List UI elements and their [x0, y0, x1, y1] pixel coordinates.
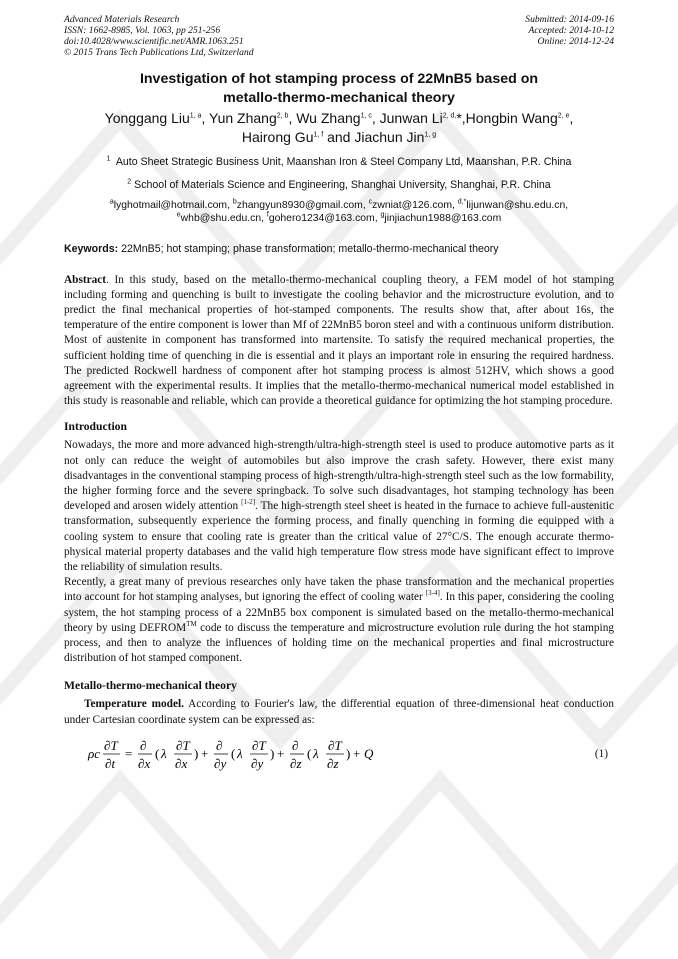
- intro-text: . The high-strength steel sheet is heated in the furnace to achieve full-austenitic transformation, subsequently experience the forming process, and finally quenching in forming die equipped with a cooling system to ensure that cooling rate is greater than the critical value of 27°C/S. The enough accurate thermo-physical material property databases and the valid high temperature flow stress mode have significant effect to improve the reliability of simulation results.: [64, 500, 614, 574]
- journal-header: [64, 14, 614, 58]
- keywords-label: Keywords:: [64, 242, 119, 255]
- eq-paren: (: [307, 745, 312, 761]
- eq-partial: ∂t: [105, 755, 116, 771]
- abstract-label: Abstract: [64, 273, 107, 286]
- eq-partial: ∂z: [290, 755, 302, 771]
- author-name: Junwan Li: [379, 110, 443, 126]
- email-sup: a: [109, 198, 114, 206]
- introduction-paragraph-1: [64, 438, 614, 575]
- journal-info: [64, 14, 254, 58]
- keywords: [64, 243, 614, 255]
- eq-partial: ∂x: [138, 755, 151, 771]
- eq-plus: +: [201, 745, 209, 761]
- eq-paren: ): [346, 745, 351, 761]
- email: zwniat@126.com,: [372, 200, 458, 211]
- eq-partial: ∂: [140, 737, 147, 753]
- copyright: © 2015 Trans Tech Publications Ltd, Switzerland: [64, 47, 254, 58]
- eq-partial: ∂x: [175, 755, 188, 771]
- author-name: Jiachun Jin: [354, 129, 425, 145]
- journal-name: Advanced Materials Research: [64, 14, 180, 25]
- eq-equals: =: [125, 745, 133, 761]
- author-line-2: [64, 128, 614, 147]
- eq-partial: ∂: [216, 737, 223, 753]
- title-line-2: metallo-thermo-mechanical theory: [223, 89, 455, 106]
- subsection-text: According to Fourier's law, the differential equation of three-dimensional heat conduction under Cartesian coordinate system can be expressed as:: [64, 698, 614, 726]
- eq-source-term: Q: [364, 745, 374, 761]
- email-line-2: [64, 213, 614, 226]
- author-sup: 1, g: [424, 131, 437, 139]
- affiliation-num: 1: [106, 155, 111, 163]
- email: jinjiachun1988@163.com: [384, 212, 502, 224]
- author-sup: 1, f: [313, 131, 324, 139]
- eq-partial: ∂T: [252, 737, 266, 753]
- eq-paren: ): [270, 745, 275, 761]
- eq-paren: (: [155, 745, 160, 761]
- keywords-text: 22MnB5; hot stamping; phase transformation; metallo-thermo-mechanical theory: [121, 242, 499, 255]
- submitted-date: Submitted: 2014-09-16: [525, 14, 614, 25]
- author-sep: ,: [371, 110, 380, 126]
- eq-lambda: λ: [313, 745, 319, 761]
- citation: [3-4]: [425, 589, 440, 598]
- eq-plus: +: [277, 745, 285, 761]
- author-sep: ,: [288, 110, 297, 126]
- email-sup: b: [232, 198, 237, 206]
- author-line-1: [64, 109, 614, 128]
- author-name: Wu Zhang: [296, 110, 361, 126]
- subsection-label: Temperature model.: [84, 698, 184, 711]
- eq-partial: ∂y: [214, 755, 227, 771]
- author-sep: ,: [569, 110, 574, 126]
- citation: [1-2]: [241, 498, 256, 507]
- author-list: [64, 109, 614, 147]
- title-line-1: Investigation of hot stamping process of 22MnB5 based on: [139, 71, 539, 87]
- eq-partial: ∂z: [327, 755, 339, 771]
- email-list: [64, 200, 614, 226]
- author-name: Hongbin Wang: [465, 110, 558, 126]
- eq-lhs-coef: ρc: [88, 745, 101, 761]
- affiliation-2: [64, 179, 614, 192]
- intro-text: code to discuss the temperature and microstructure evolution rule during the hot stamping process, and then to analyze the influences of holding time on the mechanical properties and final microstructure distribution of hot stamped component.: [64, 621, 614, 665]
- author-sup: 1, c: [360, 112, 372, 120]
- email-sup: e: [176, 211, 181, 219]
- author-name: Yun Zhang: [209, 110, 277, 126]
- email: lijunwan@shu.edu.cn,: [466, 200, 569, 211]
- intro-text: Recently, a great many of previous researches only have taken the phase transformation and the mechanical properties into account for hot stamping analyses, but ignoring the effect of cooling water: [64, 576, 614, 604]
- affiliation-text: School of Materials Science and Engineering, Shanghai University, Shanghai, P.R. China: [134, 179, 551, 191]
- affiliation-text: Auto Sheet Strategic Business Unit, Maanshan Iron & Steel Company Ltd, Maanshan, P.R. China: [115, 156, 572, 168]
- eq-paren: ): [194, 745, 199, 761]
- author-sup: 2, b: [276, 112, 289, 120]
- abstract: [64, 273, 614, 410]
- eq-lambda: λ: [161, 745, 167, 761]
- paper-title: [64, 70, 614, 107]
- equation-1: [64, 734, 614, 774]
- equation-number: (1): [594, 747, 608, 760]
- intro-text: Nowadays, the more and more advanced high-strength/ultra-high-strength steel is used to produce automotive parts as it not only can reduce the weight of automobiles but also improve the crash safety. However, there exist many disadvantages in the conventional stamping process of high-strength/ultra-high-strength steel such as the low formability, the higher forming force and the severe springback. To solve such disadvantages, hot stamping technology has been developed and arosen widely attention: [64, 439, 614, 513]
- affiliation-1: [64, 156, 614, 169]
- author-name: Yonggang Liu: [104, 110, 190, 126]
- intro-text: . In this paper, considering the cooling system, the hot stamping process of a 22MnB5 box component is simulated based on the metallo-thermo-mechanical theory by using DEFROM: [64, 591, 614, 634]
- author-sup: 2, d,: [442, 112, 457, 120]
- author-sep: *,: [456, 110, 466, 126]
- author-sep: and: [323, 129, 355, 145]
- email-line-1: [64, 200, 614, 213]
- email-sup: c: [368, 198, 373, 206]
- email-sup: f: [266, 211, 269, 219]
- eq-partial: ∂T: [104, 737, 118, 753]
- eq-partial: ∂y: [251, 755, 264, 771]
- introduction-heading: Introduction: [64, 420, 127, 434]
- accepted-date: Accepted: 2014-10-12: [528, 25, 614, 36]
- issn: ISSN: 1662-8985, Vol. 1063, pp 251-256: [64, 25, 221, 36]
- email: zhangyun8930@gmail.com,: [236, 200, 369, 211]
- online-date: Online: 2014-12-24: [537, 36, 614, 47]
- email-sup: g: [380, 211, 385, 219]
- eq-plus: +: [353, 745, 361, 761]
- email: lyghotmail@hotmail.com,: [113, 200, 233, 211]
- email: gohero1234@163.com,: [268, 212, 381, 224]
- eq-paren: (: [231, 745, 236, 761]
- equation-graphic: [64, 734, 584, 774]
- introduction-paragraph-2: [64, 575, 614, 666]
- paper-page: [64, 14, 614, 774]
- author-sup: 2, e: [557, 112, 570, 120]
- email: whb@shu.edu.cn,: [180, 212, 267, 224]
- eq-partial: ∂T: [176, 737, 190, 753]
- section-heading: Metallo-thermo-mechanical theory: [64, 679, 237, 693]
- trademark: TM: [186, 620, 197, 629]
- temperature-model-paragraph: [64, 697, 614, 727]
- eq-partial: ∂T: [328, 737, 342, 753]
- eq-lambda: λ: [237, 745, 243, 761]
- affiliation-num: 2: [127, 178, 132, 186]
- dates-info: [525, 14, 614, 58]
- author-sep: ,: [201, 110, 210, 126]
- author-sup: 1, a: [189, 112, 202, 120]
- eq-partial: ∂: [292, 737, 299, 753]
- email-sup: d,*: [457, 198, 467, 206]
- author-name: Hairong Gu: [241, 129, 314, 145]
- abstract-text: . In this study, based on the metallo-thermo-mechanical coupling theory, a FEM model of hot stamping including forming and quenching is built to investigate the cooling behavior and the microstructure evolution, and to predict the final mechanical properties of hot-stamped components. The results show that, after about 16s, the temperature of the entire component is lower than Mf of 22MnB5 boron steel and with a continuous uniform distribution. Most of austenite in component has transformed into martensite. To satisfy the required mechanical properties, the sufficient holding time of quenching in die is essential and it plays an important role in ensuring the required hardness. The predicted Rockwell hardness of component after hot stamping process is almost 512HV, which shows a good agreement with the experimental results. It implies that the metallo-thermo-mechanical numerical model established in this study is reasonable and reliable, which can provide a theoretical guidance for optimizing the hot stamping procedure.: [64, 273, 614, 408]
- doi: doi:10.4028/www.scientific.net/AMR.1063.251: [64, 36, 244, 47]
